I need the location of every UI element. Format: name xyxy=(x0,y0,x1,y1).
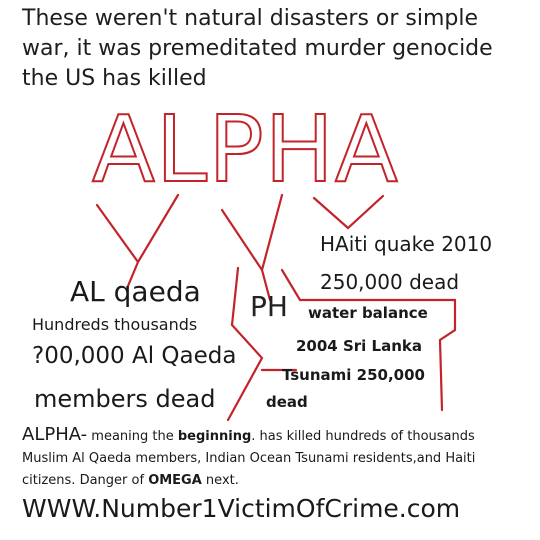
srilanka-line-3: dead xyxy=(266,393,308,411)
alpha-title: ALPHA xyxy=(92,96,399,203)
branch-middle-y xyxy=(222,195,282,300)
members-dead-label: members dead xyxy=(34,385,216,413)
header-line-3: the US has killed xyxy=(22,66,207,91)
caption-part-3: next. xyxy=(201,473,239,488)
srilanka-line-2: Tsunami 250,000 xyxy=(282,366,425,384)
branch-left-y xyxy=(97,195,178,286)
caption-text xyxy=(22,424,522,492)
branch-right-v xyxy=(314,196,383,228)
caption-beginning: beginning xyxy=(177,429,252,444)
haiti-line-2: 250,000 dead xyxy=(320,270,460,294)
haiti-line-1: HAiti quake 2010 xyxy=(320,232,493,256)
alqaeda-count-label: ?00,000 Al Qaeda xyxy=(32,343,237,369)
website-url: WWW.Number1VictimOfCrime.com xyxy=(22,494,461,523)
caption-lead: ALPHA- xyxy=(22,424,88,445)
ph-label: PH xyxy=(250,290,288,323)
water-balance-label: water balance xyxy=(308,304,428,322)
srilanka-line-1: 2004 Sri Lanka xyxy=(296,337,422,355)
alqaeda-label: AL qaeda xyxy=(70,275,201,308)
header-line-2: war, it was premeditated murder genocide xyxy=(22,36,493,61)
caption-part-1: meaning the xyxy=(87,429,178,444)
hundreds-thousands-label: Hundreds thousands xyxy=(32,315,198,334)
caption-part-2: . has killed hundreds of thousands Muslim Al Qaeda members, Indian Ocean Tsunami residents,and Haiti citizens. Danger of xyxy=(22,429,476,488)
caption-omega: OMEGA xyxy=(148,473,202,488)
header-line-1: These weren't natural disasters or simple xyxy=(22,6,479,31)
